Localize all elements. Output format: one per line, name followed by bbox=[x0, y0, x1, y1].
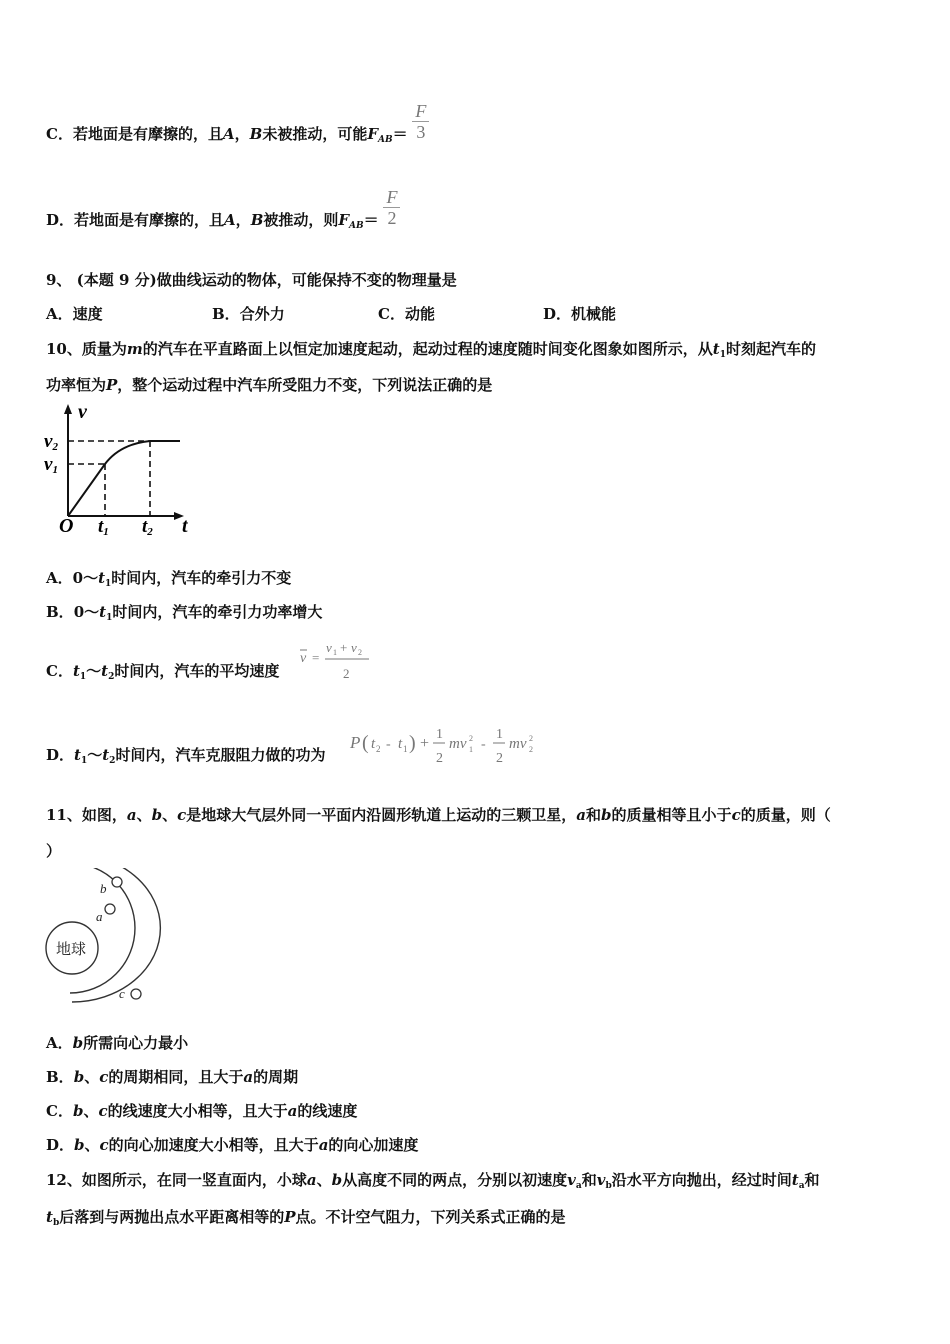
q8-option-c: C．若地面是有摩擦的，且A，B未被推动，可能$F_{AB}=$ $\frac{F}{3}$ bbox=[46, 124, 429, 150]
label-c: c bbox=[119, 986, 125, 1001]
svg-text:2: 2 bbox=[376, 744, 381, 754]
fraction-f-over-3: $\frac{F}{3}$ bbox=[412, 101, 429, 142]
v-axis-label: v bbox=[78, 401, 87, 423]
earth-label: 地球 bbox=[56, 942, 87, 958]
q9-option-a: A．速度 bbox=[46, 305, 103, 323]
svg-text:2: 2 bbox=[436, 751, 443, 766]
svg-text:1: 1 bbox=[469, 745, 473, 754]
svg-text:t: t bbox=[371, 736, 376, 752]
q12-stem-line2: $t_b$后落到与两抛出点水平距离相等的P点。不计空气阻力，下列关系式正确的是 bbox=[46, 1208, 566, 1228]
svg-text:): ) bbox=[409, 732, 416, 754]
svg-text:+: + bbox=[420, 735, 430, 752]
q9-option-c: C．动能 bbox=[378, 305, 435, 323]
average-velocity-formula bbox=[296, 638, 376, 684]
svg-text:-: - bbox=[386, 737, 391, 752]
q11-option-b: B．b、c的周期相同，且大于a的周期 bbox=[46, 1068, 299, 1086]
q10-stem-line1: 10、质量为m的汽车在平直路面上以恒定加速度起动，起动过程的速度随时间变化图象如图所示，从$t_1$时刻起汽车的 bbox=[46, 340, 816, 360]
svg-text:2: 2 bbox=[496, 751, 503, 766]
q10-option-c: C．$t_1\sim t_2$时间内，汽车的平均速度 bbox=[46, 662, 280, 682]
force-symbol: F bbox=[367, 125, 378, 143]
q11-option-c: C．b、c的线速度大小相等，且大于a的线速度 bbox=[46, 1102, 358, 1120]
orbit-bc bbox=[72, 868, 160, 1002]
svg-text:1: 1 bbox=[436, 727, 443, 742]
velocity-curve bbox=[68, 441, 180, 516]
q9-option-b: B．合外力 bbox=[212, 305, 285, 323]
origin-label: O bbox=[59, 515, 74, 537]
svg-text:t: t bbox=[398, 736, 403, 752]
t2-label: t2 bbox=[142, 516, 153, 538]
q10-option-d: D．$t_1\sim t_2$时间内，汽车克服阻力做的功为 bbox=[46, 746, 326, 766]
svg-text:-: - bbox=[481, 737, 486, 752]
svg-text:2: 2 bbox=[469, 734, 473, 743]
q10-option-a: A．$0\sim t_1$时间内，汽车的牵引力不变 bbox=[46, 569, 292, 589]
t1-label: t1 bbox=[98, 516, 109, 538]
svg-text:P: P bbox=[350, 733, 361, 752]
q11-stem-line2: ） bbox=[46, 842, 62, 860]
svg-text:1: 1 bbox=[333, 648, 337, 657]
svg-text:+: + bbox=[340, 640, 348, 655]
svg-text:2: 2 bbox=[343, 666, 350, 681]
q8-option-d: D．若地面是有摩擦的，且A，B被推动，则$F_{AB}=$ $\frac{F}{2}$ bbox=[46, 210, 400, 236]
satellite-b bbox=[112, 877, 122, 887]
q9-stem: 9、 (本题 9 分)做曲线运动的物体，可能保持不变的物理量是 bbox=[46, 271, 457, 289]
q11-option-a: A．b所需向心力最小 bbox=[46, 1034, 189, 1052]
velocity-time-graph bbox=[40, 398, 200, 538]
svg-text:mv: mv bbox=[509, 736, 527, 752]
q12-stem-line1: 12、如图所示，在同一竖直面内，小球a、b从高度不同的两点，分别以初速度$v_a$和$v_b$沿水平方向抛出，经过时间$t_a$和 bbox=[46, 1171, 820, 1191]
satellite-orbit-figure bbox=[40, 868, 180, 1008]
label-b: b bbox=[100, 881, 107, 896]
force-symbol: F bbox=[338, 211, 350, 229]
svg-text:2: 2 bbox=[529, 734, 533, 743]
svg-text:1: 1 bbox=[403, 744, 408, 754]
svg-text:v: v bbox=[300, 651, 307, 666]
svg-text:v: v bbox=[326, 640, 332, 655]
q9-option-d: D．机械能 bbox=[543, 305, 617, 323]
satellite-a bbox=[105, 904, 115, 914]
v-axis-arrow bbox=[64, 404, 72, 414]
label-a: a bbox=[96, 909, 103, 924]
svg-text:mv: mv bbox=[449, 736, 467, 752]
q11-stem-line1: 11、如图，a、b、c是地球大气层外同一平面内沿圆形轨道上运动的三颗卫星，a和b的质量相等且小于c的质量，则（ bbox=[46, 806, 831, 824]
work-formula bbox=[348, 722, 548, 770]
svg-text:=: = bbox=[312, 650, 320, 665]
fraction-f-over-2: $\frac{F}{2}$ bbox=[383, 187, 400, 228]
svg-text:2: 2 bbox=[529, 745, 533, 754]
q10-option-b: B．$0\sim t_1$时间内，汽车的牵引力功率增大 bbox=[46, 603, 323, 623]
svg-text:2: 2 bbox=[358, 648, 362, 657]
satellite-c bbox=[131, 989, 141, 999]
q10-stem-line2: 功率恒为P，整个运动过程中汽车所受阻力不变，下列说法正确的是 bbox=[46, 376, 493, 394]
svg-text:1: 1 bbox=[496, 727, 503, 742]
svg-text:v: v bbox=[351, 640, 357, 655]
v2-label: v2 bbox=[44, 431, 58, 453]
svg-text:(: ( bbox=[362, 732, 369, 754]
v1-label: v1 bbox=[44, 454, 58, 476]
q11-option-d: D．b、c的向心加速度大小相等，且大于a的向心加速度 bbox=[46, 1136, 419, 1154]
t-axis-label: t bbox=[182, 515, 188, 537]
